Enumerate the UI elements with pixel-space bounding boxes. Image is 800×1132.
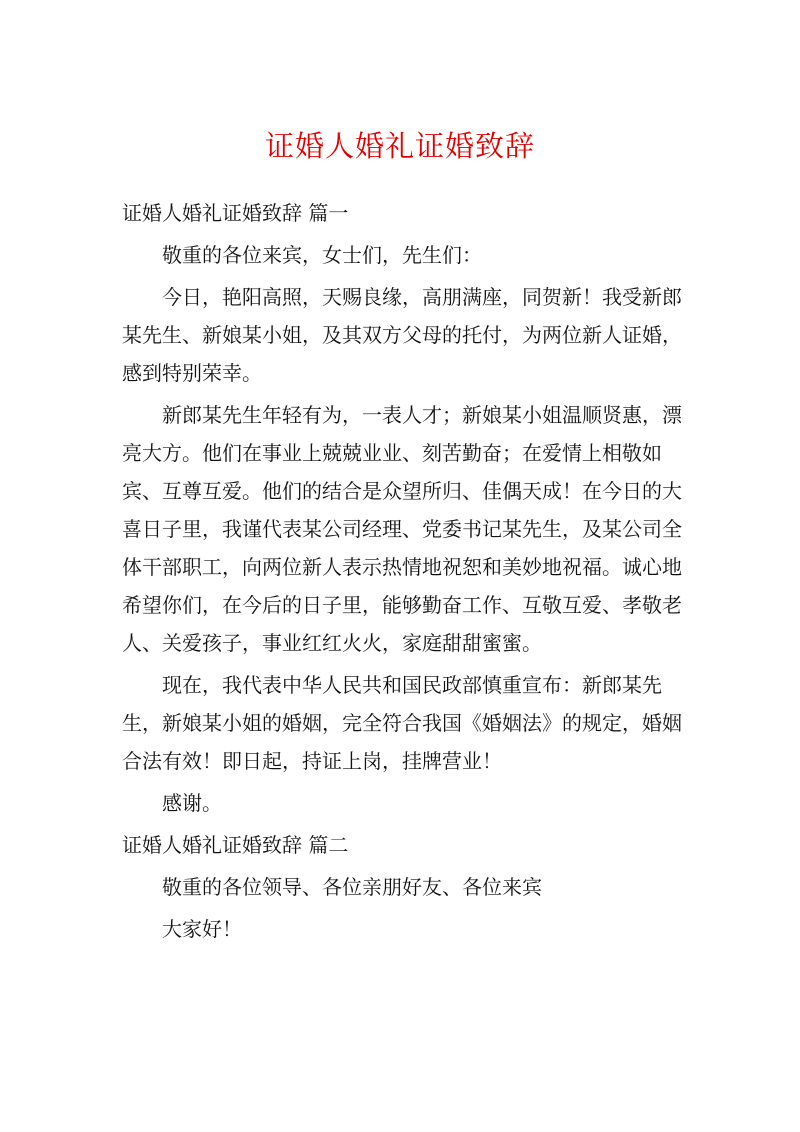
paragraph-thanks: 感谢。: [162, 791, 222, 815]
document-title: 证婚人婚礼证婚致辞: [264, 129, 535, 163]
paragraph-opening: 今日，艳阳高照，天赐良缘，高朋满座，同贺新！我受新郎某先生、新娘某小姐，及其双方父母的托付，为两位新人证婚，感到特别荣幸。: [122, 285, 682, 385]
paragraph-couple: 新郎某先生年轻有为，一表人才；新娘某小姐温顺贤惠，漂亮大方。他们在事业上兢兢业业、刻苦勤奋；在爱情上相敬如宾、互尊互爱。他们的结合是众望所归、佳偶天成！在今日的大喜日子里，我谨代表某公司经理、党委书记某先生，及某公司全体干部职工，向两位新人表示热情地祝恕和美妙地祝福。诚心地希望你们，在今后的日子里，能够勤奋工作、互敬互爱、孝敬老人、关爱孩子，事业红红火火，家庭甜甜蜜蜜。: [122, 403, 682, 655]
section-heading-1: 证婚人婚礼证婚致辞 篇一: [122, 201, 349, 225]
paragraph-greeting: 敬重的各位来宾，女士们，先生们：: [162, 243, 482, 267]
section-heading-2: 证婚人婚礼证婚致辞 篇二: [122, 833, 349, 857]
document-body: [122, 194, 682, 952]
paragraph-hello: 大家好！: [162, 917, 242, 941]
paragraph-greeting-2: 敬重的各位领导、各位亲朋好友、各位来宾: [162, 875, 542, 899]
paragraph-declaration: 现在，我代表中华人民共和国民政部慎重宣布：新郎某先生，新娘某小姐的婚姻，完全符合我国《婚姻法》的规定，婚姻合法有效！即日起，持证上岗，挂牌营业！: [122, 673, 682, 773]
